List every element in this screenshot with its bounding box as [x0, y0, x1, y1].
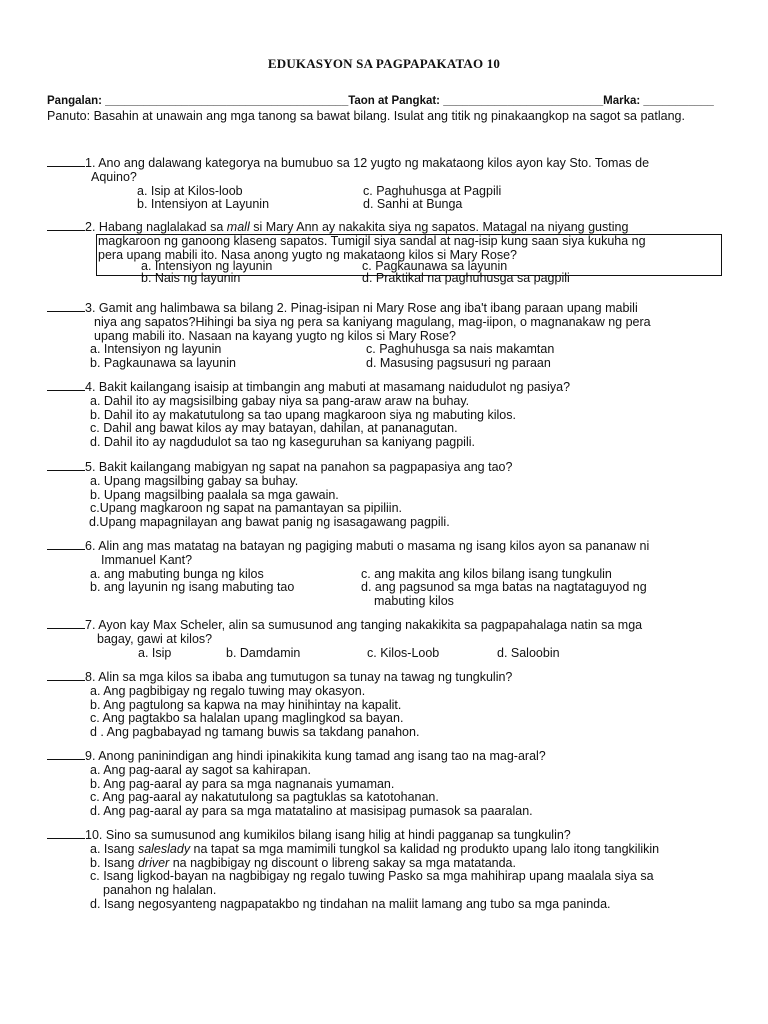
option-c: c. Paghuhusga at Pagpili	[363, 183, 502, 198]
taon-label: Taon at Pangkat:	[348, 95, 441, 107]
option-c: c. Ang pag-aaral ay nakatutulong sa pagtuklas sa katotohanan.	[90, 790, 439, 805]
answer-blank[interactable]	[47, 300, 85, 312]
question-stem-line3: upang mabili ito. Nasaan na kayang yugto ng kilos si Mary Rose?	[94, 328, 457, 343]
marka-field[interactable]: ___________	[643, 95, 714, 107]
question-number: 6.	[85, 539, 96, 553]
pangalan-field[interactable]: ______________________________________	[105, 95, 349, 107]
option-c: c. Pagkaunawa sa layunin	[362, 259, 508, 274]
option-c: c. Kilos-Loob	[367, 645, 440, 660]
answer-blank[interactable]	[47, 617, 85, 629]
question-number: 8.	[85, 670, 96, 684]
question-stem-line2: niya ang sapatos?Hihingi ba siya ng pera sa kaniyang magulang, mag-iipon, o magnanakaw ng pera	[94, 314, 651, 329]
option-c-cont: panahon ng halalan.	[103, 883, 217, 898]
question-7	[47, 617, 737, 660]
option-a: a. Upang magsilbing gabay sa buhay.	[90, 473, 299, 488]
page-title: EDUKASYON SA PAGPAPAKATAO 10	[267, 56, 501, 71]
option-a: a. Isip at Kilos-loob	[137, 183, 243, 198]
answer-blank[interactable]	[47, 219, 85, 231]
taon-field[interactable]: _________________________	[443, 95, 604, 107]
answer-blank[interactable]	[47, 459, 85, 471]
answer-blank[interactable]	[47, 827, 85, 839]
question-stem: Alin sa mga kilos sa ibaba ang tumutugon sa tunay na tawag ng tungkulin?	[95, 670, 513, 684]
question-stem: Habang naglalakad sa	[95, 220, 227, 234]
question-8	[47, 669, 737, 740]
option-a: a. Isip	[138, 645, 172, 660]
question-stem: Ayon kay Max Scheler, alin sa sumusunod ang tanging nakakikita sa pagpapahalaga natin sa mga	[95, 618, 643, 632]
option-a: a. Ang pagbibigay ng regalo tuwing may okasyon.	[90, 683, 366, 698]
question-stem: Sino sa sumusunod ang kumikilos bilang isang hilig at hindi pagganap sa tungkulin?	[102, 828, 571, 842]
option-b: b. Intensiyon at Layunin	[137, 197, 270, 212]
question-stem: Ano ang dalawang kategorya na bumubuo sa 12 yugto ng makataong kilos ayon kay Sto. Tomas de	[95, 156, 650, 170]
option-a: a. Isang	[90, 841, 138, 856]
option-a: a. ang mabuting bunga ng kilos	[90, 566, 264, 581]
option-d: d. Dahil ito ay nagdudulot sa tao ng kaseguruhan sa kaniyang pagpili.	[90, 435, 475, 450]
option-a-italic: saleslady	[137, 841, 191, 856]
student-info-line	[47, 95, 727, 107]
option-a: a. Intensiyon ng layunin	[90, 342, 222, 357]
option-c: c. Ang pagtakbo sa halalan upang maglingkod sa bayan.	[90, 711, 404, 726]
option-a-cont: na tapat sa mga mamimili tungkol sa kalidad ng produkto upang lalo itong tangkilikin	[190, 841, 660, 856]
question-number: 5.	[85, 460, 96, 474]
question-6	[47, 538, 737, 609]
instructions: Panuto: Basahin at unawain ang mga tanong sa bawat bilang. Isulat ang titik ng pinakaangkop na sagot sa patlang.	[47, 109, 685, 123]
question-stem: Alin ang mas matatag na batayan ng pagiging mabuti o masama ng isang kilos ayon sa pananaw ni	[95, 539, 650, 553]
option-a: a. Dahil ito ay magsisilbing gabay niya sa pang-araw araw na buhay.	[90, 393, 470, 408]
question-number: 7.	[85, 618, 96, 632]
option-c: c. Paghuhusga sa nais makamtan	[366, 342, 555, 357]
option-d: d. Praktikal na paghuhusga sa pagpili	[362, 271, 570, 286]
question-2	[47, 219, 737, 286]
question-stem-cont: si Mary Ann ay nakakita siya ng sapatos. Matagal na niyang gusting	[249, 220, 629, 234]
option-c: c.Upang magkaroon ng sapat na pamantayan sa pipiliin.	[90, 501, 403, 516]
option-a: a. Ang pag-aaral ay sagot sa kahirapan.	[90, 762, 311, 777]
option-b: b. ang layunin ng isang mabuting tao	[90, 580, 295, 595]
answer-blank[interactable]	[47, 379, 85, 391]
answer-blank[interactable]	[47, 155, 85, 167]
question-5	[47, 459, 737, 530]
option-b: b. Damdamin	[226, 645, 301, 660]
option-a: a. Intensiyon ng layunin	[141, 259, 273, 274]
question-number: 9.	[85, 749, 96, 763]
option-b: b. Isang	[90, 855, 138, 870]
question-number: 3.	[85, 301, 96, 315]
option-c: c. Dahil ang bawat kilos ay may batayan, dahilan, at pananagutan.	[90, 421, 458, 436]
question-number: 4.	[85, 380, 96, 394]
question-stem-cont: Aquino?	[91, 169, 137, 184]
question-9	[47, 748, 737, 819]
question-stem-cont: bagay, gawi at kilos?	[97, 631, 213, 646]
answer-blank[interactable]	[47, 538, 85, 550]
option-b: b. Pagkaunawa sa layunin	[90, 356, 236, 371]
option-b: b. Nais ng layunin	[141, 271, 241, 286]
question-stem: Bakit kailangang mabigyan ng sapat na panahon sa pagpapasiya ang tao?	[95, 460, 513, 474]
question-1	[47, 155, 737, 212]
option-c: c. Isang ligkod-bayan na nagbibigay ng regalo tuwing Pasko sa mga mahihirap upang maalala siya sa	[90, 869, 654, 884]
option-d: d.Upang mapagnilayan ang bawat panig ng isasagawang pagpili.	[89, 515, 450, 530]
question-stem: Anong paninindigan ang hindi ipinakikita kung tamad ang isang tao na mag-aral?	[95, 749, 546, 763]
option-b: b. Ang pag-aaral ay para sa mga nagnanais yumaman.	[90, 776, 395, 791]
option-b-cont: na nagbibigay ng discount o libreng sakay sa mga matatanda.	[169, 855, 516, 870]
option-d: d. Ang pag-aaral ay para sa mga matatalino at masisipag pumasok sa paaralan.	[90, 804, 533, 819]
option-d: d. Masusing pagsusuri ng paraan	[366, 356, 551, 371]
question-stem-line3: pera upang mabili ito. Nasa anong yugto ng makataong kilos si Mary Rose?	[98, 247, 517, 262]
option-d: d. ang pagsunod sa mga batas na nagtataguyod ng	[361, 580, 647, 595]
question-3	[47, 300, 737, 371]
question-stem-line2: magkaroon ng ganoong klaseng sapatos. Tumigil siya sandal at nag-isip kung saan siya kukuha ng	[98, 233, 646, 248]
answer-blank[interactable]	[47, 669, 85, 681]
question-number: 1.	[85, 156, 96, 170]
question-4	[47, 379, 737, 450]
option-d: d. Sanhi at Bunga	[363, 197, 463, 212]
option-b-italic: driver	[137, 855, 170, 870]
question-10	[47, 827, 737, 912]
option-b: b. Upang magsilbing paalala sa mga gawain.	[90, 487, 339, 502]
question-stem-italic: mall	[226, 220, 250, 234]
option-b: b. Dahil ito ay makatutulong sa tao upang magkaroon siya ng mabuting kilos.	[90, 407, 516, 422]
pangalan-label: Pangalan:	[47, 95, 102, 107]
option-d-cont: mabuting kilos	[374, 594, 454, 609]
question-number: 10.	[85, 828, 103, 842]
option-d: d. Isang negosyanteng nagpapatakbo ng tindahan na maliit lamang ang tubo sa mga paninda.	[90, 896, 611, 911]
answer-blank[interactable]	[47, 748, 85, 760]
option-c: c. ang makita ang kilos bilang isang tungkulin	[361, 566, 612, 581]
question-stem: Bakit kailangang isaisip at timbangin ang mabuti at masamang naidudulot ng pasiya?	[95, 380, 571, 394]
question-stem-cont: Immanuel Kant?	[101, 552, 193, 567]
option-d: d . Ang pagbabayad ng tamang buwis sa takdang panahon.	[90, 725, 420, 740]
marka-label: Marka:	[603, 95, 641, 107]
question-number: 2.	[85, 220, 96, 234]
option-b: b. Ang pagtulong sa kapwa na may hinihintay na kapalit.	[90, 697, 402, 712]
question-stem: Gamit ang halimbawa sa bilang 2. Pinag-isipan ni Mary Rose ang iba't ibang paraan upang mabili	[95, 301, 638, 315]
option-d: d. Saloobin	[497, 645, 560, 660]
